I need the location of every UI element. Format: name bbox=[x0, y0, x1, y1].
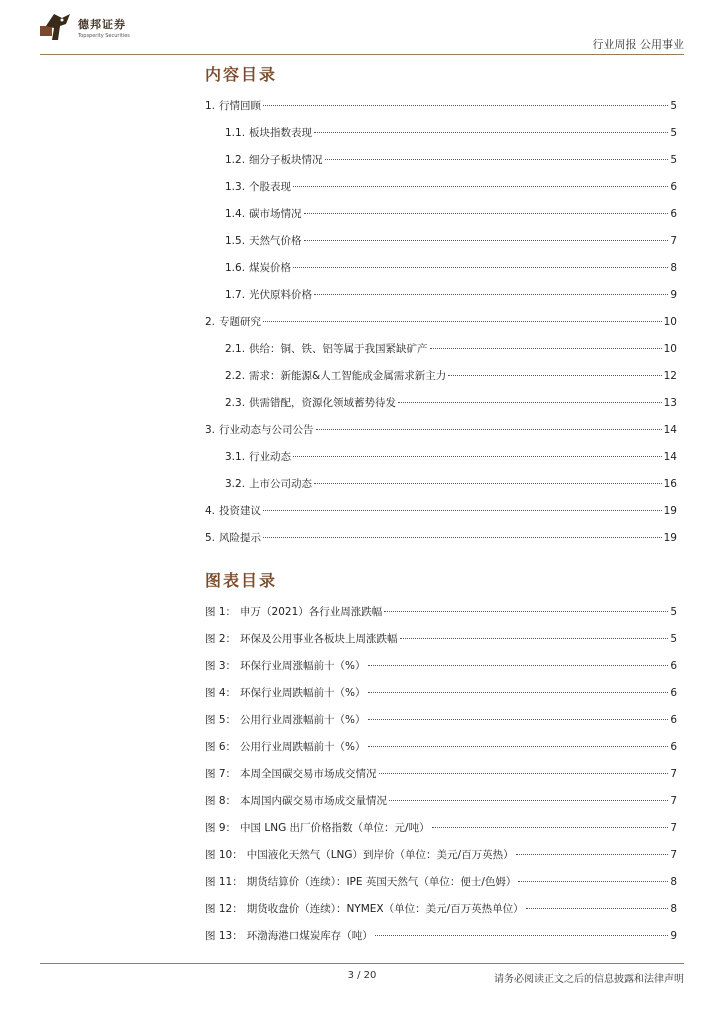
toc-entry-label: 碳市场情况 bbox=[249, 208, 302, 220]
dot-leader bbox=[379, 773, 669, 774]
figure-entry-label: 期货结算价（连续）：IPE 英国天然气（单位：便士/色姆） bbox=[246, 876, 517, 888]
toc-entry[interactable] bbox=[205, 314, 677, 330]
toc-entry[interactable] bbox=[205, 503, 677, 519]
toc-entry-label: 行情回顾 bbox=[219, 100, 262, 112]
toc-entry-label: 个股表现 bbox=[249, 181, 292, 193]
dot-leader bbox=[518, 881, 668, 882]
toc-entry[interactable] bbox=[225, 449, 677, 465]
toc-entry-label: 光伏原料价格 bbox=[249, 289, 313, 301]
toc-entry[interactable] bbox=[225, 125, 677, 141]
logo-mark-icon bbox=[40, 12, 74, 42]
toc-entry-page: 10 bbox=[663, 316, 677, 328]
figure-entry-page: 6 bbox=[670, 687, 677, 699]
dot-leader bbox=[516, 854, 669, 855]
figure-entry-page: 7 bbox=[670, 768, 677, 780]
figure-entry-label: 本周国内碳交易市场成交量情况 bbox=[240, 795, 388, 807]
dot-leader bbox=[368, 692, 669, 693]
figure-entry-number: 图 2： bbox=[205, 633, 237, 645]
figure-entry[interactable] bbox=[205, 793, 677, 809]
toc-entry-label: 细分子板块情况 bbox=[249, 154, 323, 166]
toc-entry-page: 6 bbox=[670, 208, 677, 220]
figure-entry-page: 9 bbox=[670, 930, 677, 942]
figure-entry-label: 环保行业周跌幅前十（%） bbox=[240, 687, 366, 699]
toc-entry-page: 14 bbox=[663, 451, 677, 463]
toc-entry-number: 2.1. bbox=[225, 343, 246, 355]
toc-entry-number: 4. bbox=[205, 505, 216, 517]
dot-leader bbox=[432, 827, 669, 828]
figure-entry-label: 期货收盘价（连续）：NYMEX（单位：美元/百万英热单位） bbox=[246, 903, 524, 915]
toc-entry-label: 供给：铜、铁、铝等属于我国紧缺矿产 bbox=[249, 343, 428, 355]
toc-entry-number: 1.4. bbox=[225, 208, 246, 220]
toc-entry-page: 8 bbox=[670, 262, 677, 274]
dot-leader bbox=[293, 186, 668, 187]
dot-leader bbox=[375, 935, 669, 936]
figure-entry-label: 申万（2021）各行业周涨跌幅 bbox=[240, 606, 383, 618]
toc-entry-page: 12 bbox=[663, 370, 677, 382]
dot-leader bbox=[293, 267, 668, 268]
toc-entry[interactable] bbox=[225, 368, 677, 384]
figure-entry[interactable] bbox=[205, 928, 677, 944]
figure-entry-page: 8 bbox=[670, 903, 677, 915]
figure-entry[interactable] bbox=[205, 685, 677, 701]
toc-entry-page: 6 bbox=[670, 181, 677, 193]
toc-entry-number: 1.7. bbox=[225, 289, 246, 301]
figure-entry-number: 图 6： bbox=[205, 741, 237, 753]
toc-entry-number: 3.1. bbox=[225, 451, 246, 463]
toc-entry[interactable] bbox=[225, 179, 677, 195]
figure-entry-number: 图 11： bbox=[205, 876, 243, 888]
toc-entry-page: 5 bbox=[670, 127, 677, 139]
figure-entry-number: 图 12： bbox=[205, 903, 243, 915]
figure-entry-page: 5 bbox=[670, 633, 677, 645]
dot-leader bbox=[448, 375, 661, 376]
dot-leader bbox=[304, 213, 669, 214]
legal-disclaimer: 请务必阅读正文之后的信息披露和法律声明 bbox=[494, 974, 684, 985]
figure-entry-number: 图 8： bbox=[205, 795, 237, 807]
figure-entry[interactable] bbox=[205, 874, 677, 890]
toc-entry-number: 2.3. bbox=[225, 397, 246, 409]
toc-entry-page: 19 bbox=[663, 532, 677, 544]
toc-entry[interactable] bbox=[225, 341, 677, 357]
figure-entry-label: 中国 LNG 出厂价格指数（单位：元/吨） bbox=[240, 822, 430, 834]
toc-entry-number: 1.2. bbox=[225, 154, 246, 166]
toc-entry[interactable] bbox=[205, 530, 677, 546]
toc-entry-label: 行业动态 bbox=[249, 451, 292, 463]
toc-entry[interactable] bbox=[225, 260, 677, 276]
toc-entry-number: 1.6. bbox=[225, 262, 246, 274]
toc-entry-number: 1.5. bbox=[225, 235, 246, 247]
toc-entry-page: 7 bbox=[670, 235, 677, 247]
figure-entry-number: 图 13： bbox=[205, 930, 243, 942]
toc-entry[interactable] bbox=[225, 152, 677, 168]
figure-entry[interactable] bbox=[205, 820, 677, 836]
dot-leader bbox=[398, 402, 662, 403]
dot-leader bbox=[368, 746, 669, 747]
toc-entry-label: 供需错配，资源化领域蓄势待发 bbox=[249, 397, 397, 409]
figure-entry-number: 图 10： bbox=[205, 849, 243, 861]
toc-entry-page: 10 bbox=[663, 343, 677, 355]
toc-entry-number: 1. bbox=[205, 100, 216, 112]
report-category: 行业周报 公用事业 bbox=[592, 38, 684, 51]
toc-entry-number: 2.2. bbox=[225, 370, 246, 382]
figure-entry-page: 7 bbox=[670, 849, 677, 861]
figure-entry-page: 8 bbox=[670, 876, 677, 888]
dot-leader bbox=[368, 719, 669, 720]
toc-entry[interactable] bbox=[225, 233, 677, 249]
toc-entry[interactable] bbox=[225, 476, 677, 492]
toc-entry[interactable] bbox=[205, 98, 677, 114]
company-logo bbox=[40, 12, 130, 42]
figure-entry-label: 环保行业周涨幅前十（%） bbox=[240, 660, 366, 672]
figure-entry[interactable] bbox=[205, 604, 677, 620]
header-divider bbox=[40, 54, 684, 55]
figure-entry-number: 图 3： bbox=[205, 660, 237, 672]
toc-entry-label: 行业动态与公司公告 bbox=[219, 424, 314, 436]
dot-leader bbox=[389, 800, 668, 801]
figure-entry-number: 图 5： bbox=[205, 714, 237, 726]
figures-title: 图表目录 bbox=[205, 571, 278, 590]
dot-leader bbox=[314, 132, 668, 133]
footer-divider bbox=[40, 963, 684, 964]
dot-leader bbox=[430, 348, 662, 349]
logo-name-en: Topsperity Securities bbox=[78, 32, 130, 39]
toc-entry-page: 19 bbox=[663, 505, 677, 517]
dot-leader bbox=[314, 294, 668, 295]
figure-entry-label: 环渤海港口煤炭库存（吨） bbox=[246, 930, 373, 942]
dot-leader bbox=[314, 483, 662, 484]
toc-entry-label: 上市公司动态 bbox=[249, 478, 313, 490]
dot-leader bbox=[325, 159, 669, 160]
toc-entry[interactable] bbox=[225, 395, 677, 411]
dot-leader bbox=[263, 537, 662, 538]
toc-entry-label: 风险提示 bbox=[219, 532, 262, 544]
dot-leader bbox=[526, 908, 669, 909]
dot-leader bbox=[384, 611, 668, 612]
dot-leader bbox=[263, 105, 668, 106]
dot-leader bbox=[400, 638, 669, 639]
page-number: 3 / 20 bbox=[347, 970, 377, 981]
toc-entry-number: 1.1. bbox=[225, 127, 246, 139]
dot-leader bbox=[263, 321, 662, 322]
toc-entry[interactable] bbox=[225, 206, 677, 222]
figure-entry[interactable] bbox=[205, 631, 677, 647]
dot-leader bbox=[304, 240, 669, 241]
toc-entry-number: 5. bbox=[205, 532, 216, 544]
figure-entry[interactable] bbox=[205, 712, 677, 728]
toc-entry-number: 1.3. bbox=[225, 181, 246, 193]
figure-entry-label: 公用行业周涨幅前十（%） bbox=[240, 714, 366, 726]
toc-entry-page: 9 bbox=[670, 289, 677, 301]
figure-entry-page: 5 bbox=[670, 606, 677, 618]
toc-entry-page: 5 bbox=[670, 100, 677, 112]
dot-leader bbox=[293, 456, 662, 457]
figure-entry-number: 图 1： bbox=[205, 606, 237, 618]
figure-entry-label: 本周全国碳交易市场成交情况 bbox=[240, 768, 377, 780]
figure-entry[interactable] bbox=[205, 901, 677, 917]
figure-entry-page: 6 bbox=[670, 741, 677, 753]
toc-entry[interactable] bbox=[205, 422, 677, 438]
toc-entry-label: 板块指数表现 bbox=[249, 127, 313, 139]
figure-entry-number: 图 7： bbox=[205, 768, 237, 780]
toc-entry-number: 2. bbox=[205, 316, 216, 328]
toc-entry-page: 5 bbox=[670, 154, 677, 166]
figure-entry-page: 6 bbox=[670, 714, 677, 726]
toc-entry-page: 14 bbox=[663, 424, 677, 436]
toc-entry-page: 13 bbox=[663, 397, 677, 409]
figure-entry-page: 6 bbox=[670, 660, 677, 672]
figure-entry-number: 图 9： bbox=[205, 822, 237, 834]
toc-entry-number: 3. bbox=[205, 424, 216, 436]
toc-entry-page: 16 bbox=[663, 478, 677, 490]
toc-entry-label: 天然气价格 bbox=[249, 235, 302, 247]
figure-entry-page: 7 bbox=[670, 822, 677, 834]
figure-entry-number: 图 4： bbox=[205, 687, 237, 699]
page-header bbox=[40, 12, 684, 54]
logo-name-cn: 德邦证券 bbox=[78, 17, 126, 31]
toc-entry-label: 投资建议 bbox=[219, 505, 262, 517]
dot-leader bbox=[263, 510, 662, 511]
dot-leader bbox=[316, 429, 662, 430]
figure-entry-page: 7 bbox=[670, 795, 677, 807]
figure-entry-label: 中国液化天然气（LNG）到岸价（单位：美元/百万英热） bbox=[246, 849, 514, 861]
figure-entry-label: 公用行业周跌幅前十（%） bbox=[240, 741, 366, 753]
toc-entry[interactable] bbox=[225, 287, 677, 303]
toc-title: 内容目录 bbox=[205, 65, 278, 84]
figure-entry[interactable] bbox=[205, 847, 677, 863]
toc-entry-number: 3.2. bbox=[225, 478, 246, 490]
figure-entry-label: 环保及公用事业各板块上周涨跌幅 bbox=[240, 633, 398, 645]
figure-entry[interactable] bbox=[205, 739, 677, 755]
figure-entry[interactable] bbox=[205, 766, 677, 782]
dot-leader bbox=[368, 665, 669, 666]
toc-entry-label: 需求：新能源&人工智能成金属需求新主力 bbox=[249, 370, 447, 382]
toc-entry-label: 煤炭价格 bbox=[249, 262, 292, 274]
toc-entry-label: 专题研究 bbox=[219, 316, 262, 328]
figure-entry[interactable] bbox=[205, 658, 677, 674]
